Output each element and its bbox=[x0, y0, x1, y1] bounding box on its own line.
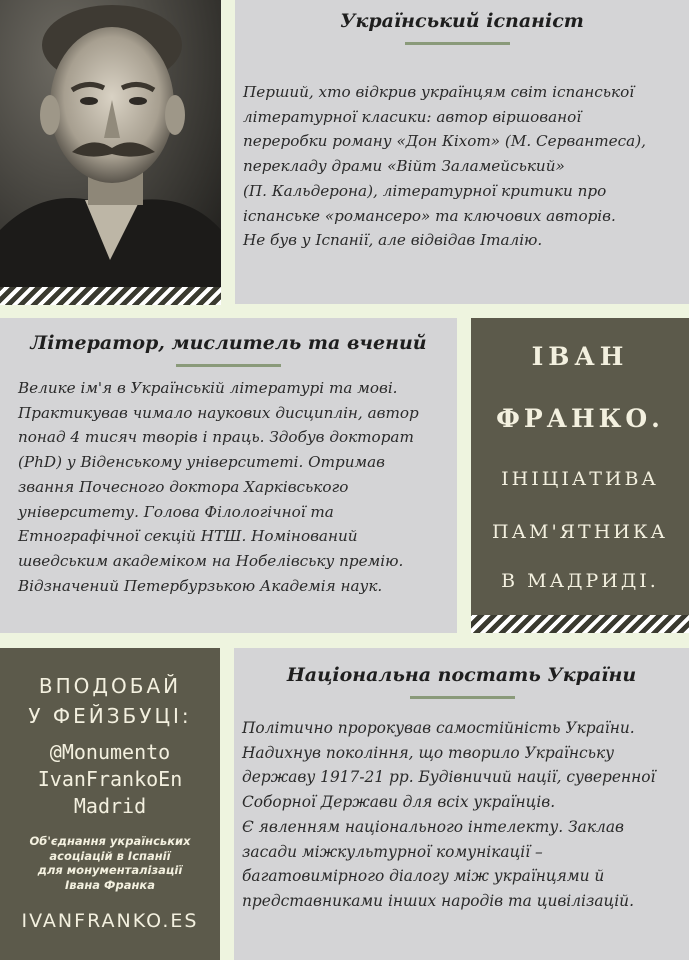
organization-name bbox=[0, 834, 220, 892]
bottom-line: Політично пророкував самостійність України. bbox=[242, 719, 635, 737]
website-link[interactable]: IVANFRANKO.ES bbox=[21, 910, 199, 932]
banner-line-name: ІВАН bbox=[531, 342, 629, 371]
bottom-line: Соборної Держави для всіх українців. bbox=[242, 793, 556, 812]
portrait-image bbox=[0, 0, 221, 305]
social-handle-line2[interactable]: IvanFrankoEn bbox=[37, 767, 183, 791]
top-line: (П. Кальдерона), літературної критики про bbox=[243, 181, 607, 200]
top-line: літературної класики: автор віршованої bbox=[243, 107, 582, 126]
organization-line: для монументалізації bbox=[37, 863, 183, 877]
top-line: Не був у Іспанії, але відвідав Італію. bbox=[243, 231, 543, 250]
middle-panel bbox=[0, 318, 457, 633]
top-line: Перший, хто відкрив українцям світ іспанської bbox=[243, 83, 635, 101]
banner-line-monument: ПАМ'ЯТНИКА bbox=[492, 521, 668, 543]
middle-line: понад 4 тисяч творів і праць. Здобув докторат bbox=[18, 428, 414, 447]
top-line: перекладу драми «Війт Заламейський» bbox=[243, 157, 565, 176]
top-title: Український іспаніст bbox=[340, 10, 584, 32]
middle-line: (PhD) у Віденському університеті. Отримав bbox=[18, 453, 385, 472]
banner-line-madrid: В МАДРИДІ. bbox=[501, 570, 659, 592]
portrait-photo bbox=[0, 0, 221, 305]
organization-line: асоціацій в Іспанії bbox=[49, 848, 171, 863]
middle-line: шведським академіком на Нобелівську премію. bbox=[18, 551, 404, 570]
top-line: переробки роману «Дон Кіхот» (М. Сервантеса), bbox=[243, 132, 646, 151]
initiative-banner bbox=[471, 318, 689, 633]
banner-line-initiative: ІНІЦІАТИВА bbox=[501, 468, 659, 490]
banner-line-surname: ФРАНКО. bbox=[496, 404, 664, 433]
social-like-label: ВПОДОБАЙ bbox=[38, 674, 182, 698]
bottom-line: засади міжкультурної комунікації – bbox=[242, 842, 543, 861]
photo-stripes bbox=[0, 287, 221, 305]
bottom-line: Надихнув покоління, що творило Українську bbox=[242, 743, 615, 762]
social-facebook-label: У ФЕЙЗБУЦІ: bbox=[28, 704, 192, 728]
top-title-underline bbox=[405, 42, 510, 45]
top-line: іспанське «романсеро» та ключових авторів. bbox=[243, 206, 616, 225]
social-handle-line1[interactable]: @Monumento bbox=[49, 740, 171, 764]
banner-stripes bbox=[471, 615, 689, 633]
middle-line: Етнографічної секцій НТШ. Номінований bbox=[18, 527, 358, 546]
middle-line: Практикував чимало наукових дисциплін, автор bbox=[18, 403, 419, 422]
middle-body bbox=[18, 376, 454, 598]
bottom-title: Національна постать України bbox=[286, 664, 637, 686]
middle-line: Відзначений Петербурзькою Академія наук. bbox=[18, 576, 383, 595]
bottom-line: Є явленням національного інтелекту. Заклав bbox=[242, 817, 624, 836]
bottom-line: державу 1917-21 рр. Будівничий нації, суверенної bbox=[242, 768, 656, 787]
bottom-line: багатовимірного діалогу між українцями й bbox=[242, 867, 605, 886]
top-panel bbox=[235, 0, 689, 304]
bottom-panel bbox=[234, 648, 689, 960]
middle-line: звання Почесного доктора Харківського bbox=[18, 477, 349, 496]
organization-line: Об'єднання українських bbox=[29, 834, 191, 848]
middle-title: Літератор, мислитель та вчений bbox=[30, 332, 427, 354]
top-body bbox=[243, 80, 687, 253]
middle-line: університету. Голова Філологічної та bbox=[18, 502, 334, 521]
bottom-body bbox=[242, 716, 688, 914]
social-handle-line3[interactable]: Madrid bbox=[73, 794, 147, 818]
bottom-title-underline bbox=[410, 696, 515, 699]
middle-title-underline bbox=[176, 364, 281, 367]
social-panel bbox=[0, 648, 220, 960]
bottom-line: представниками інших народів та цивілізацій. bbox=[242, 891, 634, 910]
organization-line: Івана Франка bbox=[65, 877, 155, 892]
middle-line: Велике ім'я в Українській літературі та мові. bbox=[18, 379, 398, 397]
